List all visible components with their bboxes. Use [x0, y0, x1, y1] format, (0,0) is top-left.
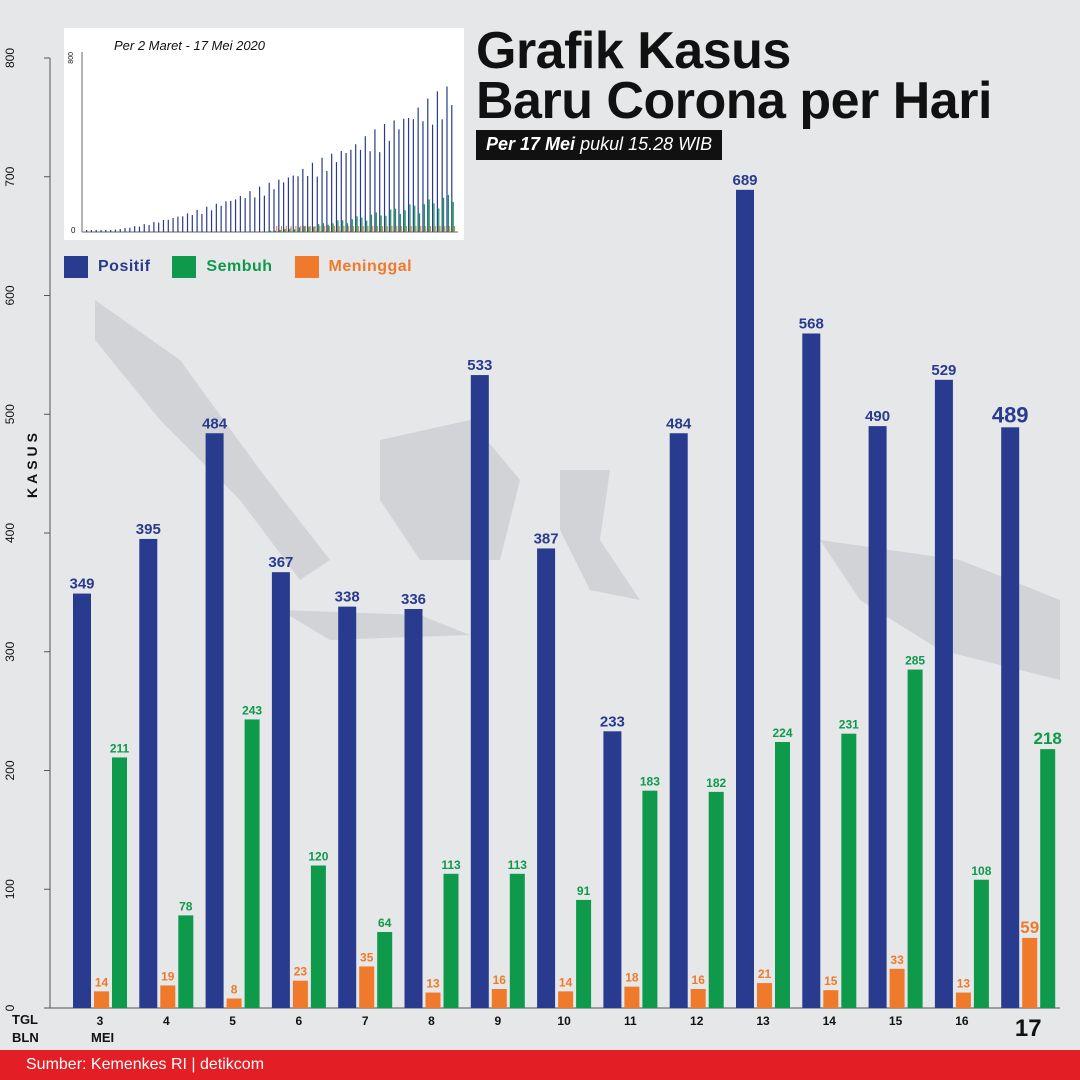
bar-positif-16 — [935, 380, 953, 1008]
inset-bar-positif — [384, 124, 385, 232]
bar-meninggal-16 — [956, 993, 971, 1008]
data-label-positif-3: 349 — [69, 575, 95, 593]
inset-bar-positif — [374, 129, 375, 232]
inset-bar-sembuh — [352, 219, 353, 232]
inset-bar-positif — [437, 91, 438, 232]
inset-bar-positif — [182, 216, 183, 232]
inset-bar-sembuh — [313, 227, 314, 232]
inset-bar-positif — [422, 121, 423, 232]
bar-positif-10 — [537, 548, 555, 1008]
y-tick-label: 600 — [3, 285, 17, 306]
bar-sembuh-17 — [1040, 749, 1055, 1008]
bar-sembuh-12 — [709, 792, 724, 1008]
inset-bar-meninggal — [324, 226, 325, 232]
bar-positif-5 — [206, 433, 224, 1008]
inset-bar-meninggal — [392, 226, 393, 232]
inset-bar-positif — [317, 177, 318, 232]
y-tick-label: 300 — [3, 641, 17, 662]
inset-bar-positif — [177, 217, 178, 232]
data-label-positif-16: 529 — [931, 361, 957, 379]
inset-bar-sembuh — [443, 198, 444, 232]
inset-bar-meninggal — [358, 226, 359, 232]
x-tick-label-8: 8 — [428, 1014, 435, 1028]
y-tick-label: 800 — [3, 47, 17, 69]
data-label-sembuh-10: 91 — [576, 883, 591, 898]
x-tick-label-13: 13 — [756, 1014, 770, 1028]
inset-bar-positif — [245, 198, 246, 232]
inset-bar-positif — [269, 183, 270, 232]
inset-bar-meninggal — [372, 226, 373, 232]
legend-item-positif — [64, 256, 150, 278]
inset-bar-meninggal — [315, 226, 316, 232]
inset-bar-positif — [302, 169, 303, 232]
data-label-meninggal-15: 33 — [890, 952, 904, 967]
inset-bar-sembuh — [405, 210, 406, 232]
bar-sembuh-13 — [775, 742, 790, 1008]
inset-bar-sembuh — [289, 229, 290, 232]
bar-positif-11 — [603, 731, 621, 1008]
bar-positif-17 — [1001, 427, 1019, 1008]
bar-meninggal-7 — [359, 966, 374, 1008]
inset-bar-positif — [144, 224, 145, 232]
inset-bar-meninggal — [329, 226, 330, 232]
inset-bar-positif — [259, 187, 260, 232]
inset-bar-positif — [341, 151, 342, 232]
data-label-sembuh-17: 218 — [1033, 729, 1062, 749]
subtitle-date: Per 17 Mei — [486, 134, 576, 154]
map-sulawesi-shape — [560, 470, 640, 600]
inset-bar-sembuh — [400, 214, 401, 232]
inset-bar-meninggal — [319, 226, 320, 232]
x-tick-label-3: 3 — [96, 1014, 104, 1028]
bar-sembuh-9 — [510, 874, 525, 1008]
legend-swatch-meninggal — [295, 256, 319, 278]
x-tick-label-5: 5 — [229, 1014, 236, 1028]
x-tick-label-12: 12 — [690, 1014, 704, 1028]
inset-bar-positif — [370, 151, 371, 232]
y-axis-label: KASUS — [24, 428, 40, 498]
legend-item-meninggal — [295, 256, 413, 278]
inset-bar-positif — [110, 230, 111, 232]
map-kalimantan-shape — [380, 420, 520, 560]
chart-title — [476, 22, 992, 130]
inset-bar-sembuh — [385, 216, 386, 232]
data-label-meninggal-6: 23 — [293, 964, 308, 979]
inset-bar-meninggal — [396, 226, 397, 232]
inset-bar-positif — [355, 144, 356, 232]
bar-positif-9 — [471, 375, 489, 1008]
inset-bar-sembuh — [366, 221, 367, 232]
inset-bar-meninggal — [387, 226, 388, 232]
inset-bar-positif — [312, 163, 313, 232]
title-line-2: Baru Corona per Hari — [476, 72, 992, 130]
inset-bar-sembuh — [371, 215, 372, 232]
bar-meninggal-17 — [1022, 938, 1037, 1008]
legend-item-sembuh — [172, 256, 272, 278]
inset-bar-positif — [427, 99, 428, 232]
bar-sembuh-10 — [576, 900, 591, 1008]
inset-bar-meninggal — [454, 226, 455, 232]
inset-bar-positif — [321, 158, 322, 232]
inset-bar-positif — [307, 176, 308, 232]
inset-bar-sembuh — [390, 210, 391, 232]
x-tick-label-17: 17 — [1014, 1015, 1042, 1042]
inset-bar-positif — [278, 180, 279, 232]
bar-positif-12 — [670, 433, 688, 1008]
inset-bar-meninggal — [435, 226, 436, 232]
inset-bar-positif — [100, 230, 101, 232]
inset-bar-meninggal — [401, 226, 402, 232]
bar-meninggal-11 — [624, 987, 639, 1008]
bar-meninggal-13 — [757, 983, 772, 1008]
inset-bar-positif — [129, 228, 130, 232]
data-label-positif-15: 490 — [865, 408, 891, 426]
inset-title: Per 2 Maret - 17 Mei 2020 — [114, 38, 266, 53]
inset-bar-positif — [446, 86, 447, 232]
inset-bar-sembuh — [318, 224, 319, 232]
inset-bar-positif — [158, 223, 159, 232]
bar-meninggal-14 — [823, 990, 838, 1008]
data-label-sembuh-3: 211 — [109, 741, 130, 756]
inset-bar-positif — [408, 118, 409, 232]
inset-bar-meninggal — [291, 226, 292, 232]
inset-bar-positif — [326, 171, 327, 232]
bar-positif-3 — [73, 594, 91, 1008]
inset-bar-positif — [120, 229, 121, 232]
bar-meninggal-9 — [492, 989, 507, 1008]
inset-bar-positif — [172, 218, 173, 232]
inset-bar-meninggal — [411, 226, 412, 232]
inset-bar-positif — [451, 105, 452, 232]
data-label-meninggal-9: 16 — [492, 973, 506, 987]
bar-positif-15 — [869, 426, 887, 1008]
inset-bar-positif — [96, 230, 97, 232]
inset-bar-sembuh — [356, 216, 357, 232]
x-tick-label-11: 11 — [624, 1014, 637, 1028]
inset-bar-meninggal — [305, 226, 306, 232]
inset-bar-sembuh — [270, 231, 271, 232]
inset-bar-sembuh — [280, 230, 281, 232]
inset-bar-meninggal — [440, 226, 441, 232]
inset-bar-sembuh — [429, 199, 430, 232]
data-label-sembuh-11: 183 — [639, 774, 660, 789]
data-label-meninggal-8: 13 — [426, 976, 440, 991]
inset-bar-positif — [442, 119, 443, 232]
legend-label-positif: Positif — [98, 258, 151, 275]
x-tick-label-15: 15 — [888, 1014, 903, 1028]
data-label-positif-5: 484 — [202, 415, 228, 433]
data-label-sembuh-8: 113 — [441, 857, 461, 872]
data-label-meninggal-12: 16 — [691, 973, 705, 987]
data-label-positif-8: 336 — [400, 591, 427, 608]
data-label-meninggal-17: 59 — [1020, 917, 1040, 937]
inset-bar-sembuh — [308, 227, 309, 232]
data-label-sembuh-12: 182 — [706, 775, 727, 790]
inset-bar-positif — [134, 226, 135, 232]
data-label-positif-9: 533 — [467, 357, 493, 375]
inset-bar-meninggal — [348, 226, 349, 232]
data-label-meninggal-14: 15 — [824, 974, 838, 989]
inset-bar-meninggal — [363, 226, 364, 232]
bar-sembuh-5 — [245, 719, 260, 1008]
bar-sembuh-16 — [974, 880, 989, 1008]
data-label-meninggal-11: 18 — [625, 970, 639, 985]
inset-bar-positif — [153, 222, 154, 232]
bar-meninggal-5 — [227, 999, 242, 1009]
data-label-meninggal-4: 19 — [161, 969, 175, 984]
data-label-sembuh-5: 243 — [242, 703, 263, 718]
bar-sembuh-15 — [908, 670, 923, 1008]
inset-bar-positif — [221, 206, 222, 232]
inset-bar-positif — [345, 153, 346, 232]
data-label-meninggal-5: 8 — [230, 982, 238, 997]
bar-meninggal-10 — [558, 991, 573, 1008]
inset-bar-positif — [418, 108, 419, 232]
legend-swatch-sembuh — [172, 256, 196, 278]
inset-bar-positif — [148, 225, 149, 232]
inset-bar-positif — [331, 154, 332, 232]
inset-bar-sembuh — [347, 223, 348, 232]
inset-bar-positif — [192, 215, 193, 232]
inset-bar-positif — [163, 220, 164, 232]
bar-sembuh-4 — [178, 915, 193, 1008]
bar-meninggal-12 — [691, 989, 706, 1008]
data-label-positif-10: 387 — [533, 530, 559, 548]
inset-bar-meninggal — [276, 226, 277, 232]
x-axis-label-bln: BLN — [12, 1030, 39, 1045]
inset-bar-positif — [394, 120, 395, 232]
inset-bar-meninggal — [286, 226, 287, 232]
legend-swatch-positif — [64, 256, 88, 278]
inset-bar-positif — [240, 196, 241, 232]
bar-sembuh-6 — [311, 866, 326, 1009]
inset-bar-meninggal — [310, 226, 311, 232]
inset-plot — [64, 28, 464, 240]
data-label-sembuh-4: 78 — [179, 899, 193, 914]
inset-bar-meninggal — [420, 226, 421, 232]
bar-sembuh-7 — [377, 932, 392, 1008]
inset-bar-meninggal — [295, 226, 296, 232]
map-jawa-shape — [280, 610, 470, 640]
data-label-positif-14: 568 — [798, 315, 824, 333]
inset-bar-sembuh — [424, 204, 425, 232]
inset-bar-positif — [187, 213, 188, 232]
inset-bar-positif — [336, 162, 337, 232]
y-tick-label: 100 — [3, 879, 17, 900]
inset-bar-meninggal — [334, 226, 335, 232]
data-label-meninggal-7: 35 — [360, 950, 374, 965]
inset-bar-meninggal — [281, 226, 282, 232]
inset-bar-sembuh — [409, 204, 410, 232]
bar-positif-7 — [338, 607, 356, 1008]
inset-bar-positif — [350, 150, 351, 232]
inset-bar-positif — [360, 150, 361, 232]
x-tick-label-16: 16 — [955, 1014, 969, 1028]
inset-bar-positif — [206, 207, 207, 232]
inset-bar-sembuh — [299, 227, 300, 232]
bar-positif-8 — [405, 609, 423, 1008]
inset-bar-sembuh — [304, 226, 305, 232]
inset-bar-positif — [115, 230, 116, 232]
subtitle-time: pukul 15.28 WIB — [575, 134, 713, 154]
data-label-sembuh-16: 108 — [971, 863, 992, 878]
bar-meninggal-3 — [94, 991, 109, 1008]
inset-bar-sembuh — [361, 218, 362, 232]
inset-bar-positif — [403, 119, 404, 232]
inset-bar-positif — [379, 152, 380, 232]
inset-bar-meninggal — [449, 226, 450, 232]
inset-bar-sembuh — [453, 202, 454, 232]
inset-bar-meninggal — [430, 226, 431, 232]
data-label-meninggal-3: 14 — [94, 975, 109, 990]
inset-ytick-bottom: 0 — [71, 226, 76, 235]
inset-bar-positif — [264, 196, 265, 232]
inset-bar-sembuh — [419, 213, 420, 232]
inset-bar-positif — [283, 182, 284, 232]
data-label-positif-7: 338 — [334, 588, 360, 606]
inset-bar-positif — [225, 201, 226, 232]
subtitle — [476, 130, 722, 160]
inset-bar-sembuh — [294, 229, 295, 232]
inset-bar-meninggal — [382, 226, 383, 232]
bar-sembuh-8 — [444, 874, 459, 1008]
inset-bar-positif — [365, 136, 366, 232]
inset-bar-meninggal — [353, 226, 354, 232]
data-label-positif-12: 484 — [666, 415, 692, 433]
inset-bar-positif — [139, 227, 140, 232]
inset-bar-sembuh — [284, 229, 285, 232]
inset-bar-sembuh — [414, 206, 415, 232]
bar-meninggal-15 — [890, 969, 905, 1008]
y-tick-label: 200 — [3, 760, 17, 781]
inset-bar-positif — [197, 210, 198, 232]
data-label-sembuh-14: 231 — [838, 717, 859, 732]
bar-meninggal-8 — [426, 993, 441, 1008]
bar-positif-14 — [802, 334, 820, 1009]
x-tick-label-10: 10 — [557, 1014, 571, 1028]
inset-bar-sembuh — [332, 223, 333, 232]
legend — [64, 256, 434, 278]
month-label: MEI — [91, 1030, 115, 1045]
data-label-sembuh-9: 113 — [507, 857, 527, 872]
inset-bar-positif — [398, 129, 399, 232]
source-footer: Sumber: Kemenkes RI | detikcom — [0, 1050, 1080, 1080]
inset-bar-sembuh — [433, 203, 434, 232]
inset-bar-meninggal — [444, 226, 445, 232]
data-label-sembuh-6: 120 — [308, 849, 329, 864]
inset-bar-meninggal — [339, 226, 340, 232]
inset-bar-sembuh — [438, 208, 439, 232]
inset-bar-sembuh — [323, 223, 324, 232]
inset-bar-positif — [432, 125, 433, 232]
x-tick-label-7: 7 — [361, 1014, 369, 1028]
inset-bar-meninggal — [406, 226, 407, 232]
y-tick-label: 500 — [3, 404, 17, 425]
inset-bar-sembuh — [342, 220, 343, 232]
data-label-positif-4: 395 — [135, 520, 161, 538]
inset-bar-sembuh — [376, 212, 377, 232]
inset-bar-positif — [293, 176, 294, 232]
inset-bar-positif — [91, 230, 92, 232]
y-tick-label: 700 — [3, 166, 17, 187]
data-label-positif-6: 367 — [268, 554, 294, 572]
data-label-positif-11: 233 — [599, 713, 625, 731]
x-tick-label-9: 9 — [494, 1014, 502, 1028]
inset-bar-positif — [235, 199, 236, 232]
data-label-sembuh-15: 285 — [905, 653, 926, 668]
bar-positif-4 — [139, 539, 157, 1008]
inset-bar-sembuh — [328, 225, 329, 232]
bar-sembuh-11 — [642, 791, 657, 1008]
x-tick-label-14: 14 — [822, 1014, 836, 1028]
inset-bar-positif — [124, 228, 125, 232]
data-label-positif-17: 489 — [991, 402, 1029, 428]
inset-bar-positif — [168, 220, 169, 232]
x-axis-label-tgl: TGL — [12, 1012, 38, 1027]
y-tick-label: 0 — [3, 1004, 17, 1012]
bar-positif-6 — [272, 572, 290, 1008]
inset-bar-meninggal — [377, 226, 378, 232]
bar-positif-13 — [736, 190, 754, 1008]
x-tick-label-6: 6 — [295, 1014, 303, 1028]
inset-bar-positif — [211, 210, 212, 232]
data-label-sembuh-13: 224 — [772, 726, 793, 740]
y-tick-label: 400 — [3, 522, 17, 544]
data-label-positif-13: 689 — [732, 171, 758, 189]
inset-bar-positif — [389, 141, 390, 232]
inset-bar-positif — [249, 191, 250, 232]
inset-bar-meninggal — [343, 226, 344, 232]
inset-bar-sembuh — [337, 220, 338, 232]
inset-chart — [64, 28, 464, 240]
inset-bar-positif — [288, 177, 289, 232]
x-tick-label-4: 4 — [162, 1014, 170, 1028]
inset-bar-meninggal — [416, 226, 417, 232]
inset-ytick-top: 800 — [68, 52, 75, 64]
bar-sembuh-14 — [841, 734, 856, 1008]
inset-bar-sembuh — [448, 195, 449, 232]
data-label-meninggal-13: 21 — [757, 967, 772, 982]
inset-bar-positif — [216, 204, 217, 232]
bar-meninggal-6 — [293, 981, 308, 1008]
inset-bar-positif — [86, 230, 87, 232]
inset-bar-positif — [230, 201, 231, 232]
inset-bar-positif — [273, 189, 274, 232]
inset-bar-positif — [413, 119, 414, 232]
inset-bar-sembuh — [381, 215, 382, 232]
bar-meninggal-4 — [160, 985, 175, 1008]
inset-bar-meninggal — [300, 226, 301, 232]
inset-bar-positif — [201, 214, 202, 232]
inset-bar-positif — [254, 197, 255, 232]
data-label-meninggal-10: 14 — [558, 975, 573, 990]
data-label-meninggal-16: 13 — [956, 976, 971, 991]
inset-bar-meninggal — [425, 226, 426, 232]
legend-label-sembuh: Sembuh — [206, 258, 273, 275]
legend-label-meninggal: Meninggal — [328, 258, 413, 275]
inset-bar-sembuh — [275, 231, 276, 232]
data-label-sembuh-7: 64 — [378, 916, 392, 930]
title-line-1: Grafik Kasus — [476, 22, 791, 80]
inset-bar-meninggal — [368, 226, 369, 232]
inset-bar-positif — [105, 230, 106, 232]
inset-bar-sembuh — [395, 209, 396, 232]
inset-bar-positif — [297, 176, 298, 232]
bar-sembuh-3 — [112, 757, 127, 1008]
